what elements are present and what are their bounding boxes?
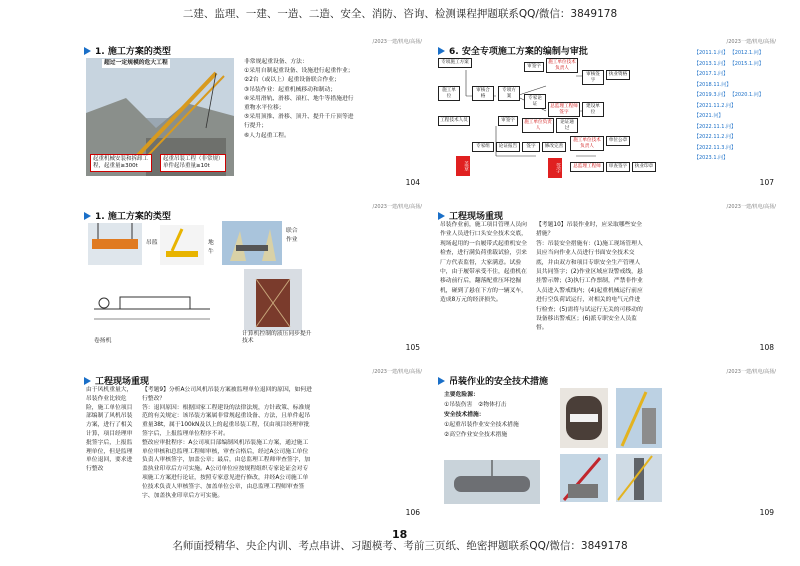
flow-box: 单位公章 — [606, 136, 630, 146]
flow-box: 建设单位 — [582, 102, 604, 117]
document-footer: 名师面授精华、央企内训、考点串讲、习题模考、考前三页纸、绝密押题联系QQ/微信：3849178 — [172, 540, 628, 552]
vessel-photo — [444, 460, 540, 504]
method-line: ④采用滑轨、滑移、滚杠、地牛等措施进行重物水平位移； — [244, 95, 354, 112]
exam-year: 【2012.1.问】 — [729, 50, 764, 56]
answer-block — [536, 221, 646, 334]
column-lift-icon — [616, 454, 662, 502]
exam-year: 【2017.1.问】 — [694, 71, 729, 77]
hazard-list — [444, 390, 552, 440]
stamp-seal-icon: 盖章 — [456, 156, 470, 176]
slide-number: 108 — [759, 343, 774, 352]
slide-106 — [76, 368, 428, 521]
site-photo-1 — [616, 388, 662, 448]
case-description: 由于风机重量大，吊装作业比较危险，施工单位项目部编制了风机吊装方案，进行了相关计算，项目经理审批签字后，上报监理单位，但是监理单位退回，要求进行整改 — [86, 387, 133, 473]
case-description: 吊装作业前，施工项目管理人员向作业人员进行口头安全技术交底，现场起用的一台履带式起重机安全检查，进行满负荷重载试验，引来厂方代表监督，大家满意。试验中，由于履带承受不住，起重机在移动前行后，翻落配重压坏挖掘机，碰到了悬在下方的一辆叉车，造成8万元的经济损失。 — [440, 222, 527, 304]
method-line: ③吊装作业：起重机械移动和制动； — [244, 86, 337, 93]
vessel-image-icon — [444, 460, 540, 504]
slide-number: 105 — [405, 343, 420, 352]
basket-image-icon — [88, 223, 142, 265]
hazard-line: ①起重吊装作业安全技术措施 — [444, 422, 519, 428]
exam-year: 【2022.11.2.问】 — [694, 134, 737, 140]
flow-box: 总监理工程师 — [570, 162, 604, 172]
flow-box: 施工单位技术负责人 — [570, 136, 604, 151]
flow-box: 审核签字 — [582, 70, 604, 85]
label-lifting-project: 起重吊装工程（非常规）单件起吊重量≥10t — [160, 154, 226, 172]
flow-box: 审核合格 — [472, 86, 494, 101]
exam-year: 【2021.问】 — [694, 113, 724, 119]
slide-strip: /2023一建/机电/高扬/ — [726, 204, 776, 210]
lift-site-icon — [616, 388, 662, 448]
hazard-line: 主要危险源： — [444, 392, 479, 398]
slide-104 — [76, 38, 428, 191]
method-list — [244, 58, 356, 141]
document-header: 二建、监理、一建、一造、二造、安全、消防、咨询、检测课程押题联系QQ/微信：3849178 — [182, 8, 618, 20]
answer-line: 答：退回原因：根据国家工程建设的法律法规，方针政策、标准规范的有关规定：该吊装方案属非常规起重设备、方法，且单件起吊重量38t，属于100kN及以上的起重吊装工程，仅由项目经理审批签字后，上报监理单位程序不对。 — [142, 404, 311, 437]
bullet-arrow-icon — [438, 377, 445, 385]
flow-box: 执业资格 — [606, 70, 630, 80]
flow-box: 专项方案 — [498, 86, 520, 101]
caption-tower: 计算机控制的液压同步提升技术 — [242, 331, 312, 344]
winch-diagram-icon — [90, 279, 214, 331]
hazard-line: 安全技术措施： — [444, 412, 485, 418]
flow-box: 专项施工方案 — [438, 58, 472, 68]
slide-title: 1. 施工方案的类型 — [84, 44, 171, 57]
slide-number: 104 — [405, 178, 420, 187]
flow-box: 论证报告 — [496, 142, 520, 152]
caption-winch: 卷扬机 — [94, 338, 112, 344]
slide-strip: /2023一建/机电/高扬/ — [372, 369, 422, 375]
flow-box: 签字 — [522, 142, 540, 152]
slide-title: 工程现场重现 — [84, 374, 149, 387]
slide-strip: /2023一建/机电/高扬/ — [372, 204, 422, 210]
bullet-arrow-icon — [84, 47, 91, 55]
site-photo-3 — [616, 454, 662, 502]
exam-year: 【2019.3.问】 — [694, 92, 729, 98]
caption-joint: 联合作业 — [286, 228, 298, 244]
bullet-arrow-icon — [84, 212, 91, 220]
method-line: ①采用自制起重设备、设施进行起重作业； — [244, 68, 354, 75]
slide-108 — [430, 203, 782, 356]
flow-box: 审签字 — [498, 116, 518, 126]
bullet-arrow-icon — [438, 212, 445, 220]
stamp-sign-icon: 签字 — [548, 158, 562, 178]
hazard-line: ②高空作业安全技术措施 — [444, 432, 508, 438]
slide-109 — [430, 368, 782, 521]
caption-basket: 吊篮 — [146, 240, 158, 246]
bullet-arrow-icon — [438, 47, 445, 55]
slide-107 — [430, 38, 782, 191]
answer-line: 【考题9】分析A公司风机吊装方案被监理单位退回的原因，如何进行整改？ — [142, 387, 312, 402]
answer-block — [142, 386, 314, 500]
pallet-jack-icon — [160, 225, 204, 265]
slide-strip: /2023一建/机电/高扬/ — [726, 369, 776, 375]
exam-year: 【2011.1.问】 — [694, 50, 729, 56]
slide-number: 107 — [759, 178, 774, 187]
approval-flowchart — [436, 56, 698, 186]
site-photo-2 — [560, 454, 608, 502]
exam-year: 【2015.1.问】 — [729, 60, 764, 67]
slide-title: 6. 安全专项施工方案的编制与审批 — [438, 44, 588, 57]
slide-title: 工程现场重现 — [438, 209, 503, 222]
method-line: ②2台（或以上）起重设备联合作业； — [244, 77, 340, 84]
hydraulic-tower-icon — [244, 269, 302, 331]
exam-year: 【2021.11.2.问】 — [694, 102, 737, 109]
label-crane-install: 起重机械安装和拆卸工程，起重量≥300t — [90, 154, 152, 172]
flow-box: 执业印章 — [632, 162, 656, 172]
exam-year: 【2018.11.问】 — [694, 81, 732, 88]
flow-box: 审签字 — [524, 62, 544, 72]
flow-box: 专家组 — [472, 142, 494, 152]
slide-strip: /2023一建/机电/高扬/ — [372, 39, 422, 45]
caption-jack: 地牛 — [208, 240, 214, 256]
flow-box: 审查签字 — [606, 162, 630, 172]
page-number: 18 — [392, 528, 408, 541]
hazard-line: ①吊装伤害 ②物体打击 — [444, 402, 507, 408]
tanker-photo — [560, 388, 608, 448]
exam-year: 【2022.11.1.问】 — [694, 123, 737, 130]
exam-year: 【2023.1.问】 — [694, 155, 729, 161]
flow-box: 总监理工程师签字 — [548, 102, 580, 117]
slide-strip: /2023一建/机电/高扬/ — [726, 39, 776, 45]
flow-box: 专家论证 — [524, 94, 546, 109]
exam-year: 【2020.1.问】 — [729, 92, 764, 98]
bullet-arrow-icon — [84, 377, 91, 385]
crane-site-icon — [560, 454, 608, 502]
method-line: ⑤采用顶推、滑移、顶升、提升千斤顶等进行提升； — [244, 114, 354, 130]
basket-photo — [88, 223, 142, 265]
answer-line: 【考题10】吊装作业时，应采取哪些安全措施？ — [536, 222, 642, 238]
method-line: ⑥人力起重工程。 — [244, 132, 290, 139]
method-line: 非常规起重设备、方法： — [244, 59, 308, 65]
flow-box: 施工单位 — [438, 86, 460, 101]
winch-diagram — [90, 279, 214, 331]
flow-box: 论证通过 — [556, 118, 578, 133]
flow-box: 修改完善 — [542, 142, 566, 152]
exam-year-list — [694, 48, 770, 164]
tanker-image-icon — [560, 388, 608, 448]
tower-photo — [244, 269, 302, 331]
joint-lifting-icon — [222, 221, 282, 265]
slide-title: 吊装作业的安全技术措施 — [438, 374, 548, 387]
flow-box: 工程技术人员 — [438, 116, 470, 126]
jack-photo — [160, 225, 204, 265]
slide-number: 109 — [759, 508, 774, 517]
flow-box: 施工单位负责人 — [522, 118, 554, 133]
slide-title: 1. 施工方案的类型 — [84, 209, 171, 222]
exam-year: 【2013.1.问】 — [694, 60, 729, 67]
exam-year: 【2022.11.3.问】 — [694, 144, 737, 151]
joint-photo — [222, 221, 282, 265]
photo-caption: 超过一定规模的危大工程 — [102, 59, 170, 68]
slide-number: 106 — [405, 508, 420, 517]
flow-box: 施工单位技术负责人 — [546, 58, 578, 73]
answer-line: 答：吊装安全措施有：(1)施工现场管理人员应当向作业人员进行书面安全技术交底，并由双方和项目专职安全生产管理人员共同签字；(2)作业区域应设警戒线，悬挂警示牌；(3)执行工作票制，严禁非作业人员进入警戒线内；(4)起重机械运行前应进行空负荷试运行，对相关的电气元件进行检查；(5)需将与试运行无关的可移动的设备移出警戒区；(6)派专职安全人员监督。 — [536, 240, 643, 332]
slide-105 — [76, 203, 428, 356]
answer-line: 整改应审批程序：A公司项目部编制风机吊装施工方案，通过施工单位审核和总监理工程师审核，审查合格后，经过A公司施工单位负责人审核签字，加盖公章；最后，由总监理工程师审查签字，加盖执业印章后方可实施。A公司单位应按规程组织专家论证会对专项施工方案进行论证，按照专家意见进行修改，并经A公司施工单位技术负责人审核签字、加盖单位公章，由总监理工程师审查签字、加盖执业印章后方可实施。 — [142, 439, 311, 499]
